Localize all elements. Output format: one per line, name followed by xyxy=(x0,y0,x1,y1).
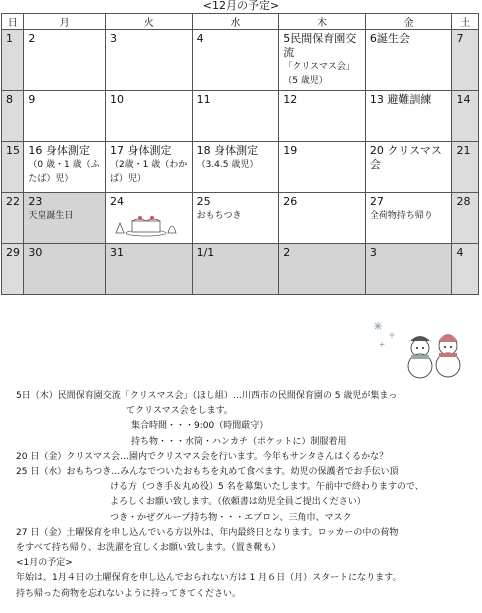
calendar-week-row xyxy=(2,244,479,295)
day-event-text: 天皇誕生日 xyxy=(28,211,74,221)
calendar-day-cell xyxy=(24,142,106,193)
day-event-text: （0 歳・1 歳（ふ xyxy=(28,160,100,170)
calendar-day-cell xyxy=(192,30,279,91)
weekday-header: 木 xyxy=(279,14,366,30)
day-number: 2 xyxy=(28,32,36,45)
calendar-day-cell xyxy=(279,30,366,91)
note-line: 25 日（水）おもちつき…みんなでついたおもちを丸めて食べます。幼児の保護者でお手伝い頂 xyxy=(16,467,399,477)
calendar-day-cell xyxy=(279,142,366,193)
calendar-day-cell xyxy=(279,193,366,244)
calendar-day-cell xyxy=(24,30,106,91)
note-line: 持ち帰った荷物を忘れないように持ってきてください。 xyxy=(16,588,242,599)
calendar-day-cell xyxy=(279,244,366,295)
day-number: 15 xyxy=(6,144,20,157)
calendar-day-cell xyxy=(452,30,479,91)
day-number: 7 xyxy=(456,32,464,45)
day-number: 23 xyxy=(28,195,43,208)
calendar-day-cell xyxy=(2,244,24,295)
calendar-day-cell xyxy=(24,244,106,295)
day-number: 5民間保育園交流 xyxy=(283,32,357,59)
day-number: 24 xyxy=(109,195,124,208)
calendar-day-cell xyxy=(24,91,106,142)
christmas-cake-illustration xyxy=(110,209,188,240)
day-number: 19 xyxy=(283,144,298,157)
calendar-day-cell xyxy=(2,30,24,91)
calendar-day-cell xyxy=(2,193,24,244)
day-number: 2 xyxy=(283,246,291,259)
calendar-day-cell xyxy=(192,244,279,295)
day-event-text: 全荷物持ち帰り xyxy=(369,211,433,221)
day-number: 31 xyxy=(109,246,124,259)
calendar-day-cell xyxy=(192,193,279,244)
weekday-header: 水 xyxy=(192,14,279,30)
calendar-day-cell xyxy=(452,91,479,142)
note-line: 20 日（金）クリスマス会…園内でクリスマス会を行います。今年もサンタさんはくるかな？ xyxy=(16,451,389,462)
note-line: をすべて持ち帰り、お洗濯を宜しくお願い致します。（置き靴も） xyxy=(16,543,281,553)
calendar-week-row xyxy=(2,30,479,91)
calendar-day-cell xyxy=(2,142,24,193)
day-number: 1/1 xyxy=(196,246,215,259)
calendar-day-cell xyxy=(24,193,106,244)
day-event-text: たば）児） xyxy=(28,174,74,184)
snowman-illustration xyxy=(372,318,472,380)
weekday-header: 土 xyxy=(452,14,479,30)
day-number: 13 避難訓練 xyxy=(369,93,432,106)
calendar-day-cell xyxy=(365,91,452,142)
calendar-day-cell xyxy=(452,244,479,295)
note-line: ける方（つき手＆丸め役）5 名を募集いたします。午前中で終わりますので、 xyxy=(110,482,424,493)
note-line: 持ち物・・・水筒・ハンカチ（ポケットに）制服着用 xyxy=(131,436,347,447)
calendar-week-row xyxy=(2,91,479,142)
day-event-text: おもちつき xyxy=(196,211,242,221)
day-number: 14 xyxy=(456,93,471,106)
day-number: 16 身体測定 xyxy=(28,144,90,157)
day-number: 25 xyxy=(196,195,211,208)
day-event-text: （5 歳児） xyxy=(283,76,328,86)
calendar-day-cell xyxy=(105,244,192,295)
calendar-week-row xyxy=(2,193,479,244)
weekday-header: 月 xyxy=(24,14,106,30)
calendar-day-cell xyxy=(452,142,479,193)
day-event-text: ば）児） xyxy=(109,174,146,184)
day-number: 6誕生会 xyxy=(369,32,410,45)
note-line: つき・かぜグループ持ち物・・・エプロン、三角巾、マスク xyxy=(110,512,352,523)
note-line: てクリスマス会をします。 xyxy=(126,406,233,417)
note-line: 集合時間・・・9:00（時間厳守） xyxy=(131,421,269,432)
note-line: 27 日（金）土曜保育を申し込んでいる方以外は、年内最終日となります。ロッカーの中の荷物 xyxy=(16,527,399,538)
note-line: よろしくお願い致します。（依頼書は幼児全員ご提出ください） xyxy=(110,497,366,508)
day-event-text: 「クリスマス会」 xyxy=(283,62,355,72)
calendar-day-cell xyxy=(192,91,279,142)
calendar-day-cell xyxy=(2,91,24,142)
weekday-header: 日 xyxy=(2,14,24,30)
calendar-day-cell xyxy=(105,30,192,91)
calendar-day-cell xyxy=(105,193,192,244)
note-line: 5日（木）民間保育園交流「クリスマス会」（ほし組）…川西市の民間保育園の 5 歳児が集まっ xyxy=(16,391,398,401)
page-title: <12月の予定> xyxy=(202,0,280,12)
calendar-day-cell xyxy=(279,91,366,142)
day-number: 8 xyxy=(6,93,13,106)
calendar-day-cell xyxy=(365,244,452,295)
day-number: 26 xyxy=(283,195,298,208)
calendar-day-cell xyxy=(365,30,452,91)
day-number: 28 xyxy=(456,195,471,208)
day-number: 30 xyxy=(28,246,43,259)
day-number: 12 xyxy=(283,93,298,106)
day-number: 18 身体測定 xyxy=(196,144,259,157)
day-number: 9 xyxy=(28,93,36,106)
day-event-text: （3.4.5 歳児） xyxy=(196,160,259,170)
calendar-table xyxy=(1,13,479,295)
day-number: 4 xyxy=(196,32,204,45)
day-number: 21 xyxy=(456,144,471,157)
calendar-day-cell xyxy=(105,91,192,142)
day-number: 29 xyxy=(6,246,20,259)
day-number: 17 身体測定 xyxy=(109,144,172,157)
weekday-header: 火 xyxy=(105,14,192,30)
day-number: 1 xyxy=(6,32,13,45)
calendar-day-cell xyxy=(365,193,452,244)
day-number: 3 xyxy=(369,246,377,259)
calendar-day-cell xyxy=(365,142,452,193)
day-number: 4 xyxy=(456,246,464,259)
day-number: 10 xyxy=(109,93,124,106)
day-number: 22 xyxy=(6,195,20,208)
note-line: <1月の予定> xyxy=(16,558,73,569)
note-line: 年始は、1月４日の土曜保育を申し込んでおられない方は 1 月６日（月）スタートになります。 xyxy=(16,573,402,584)
calendar-week-row xyxy=(2,142,479,193)
calendar-day-cell xyxy=(105,142,192,193)
calendar-day-cell xyxy=(452,193,479,244)
day-number: 27 xyxy=(369,195,384,208)
day-number: 11 xyxy=(196,93,211,106)
day-number: 3 xyxy=(109,32,117,45)
weekday-header: 金 xyxy=(365,14,452,30)
calendar-day-cell xyxy=(192,142,279,193)
day-event-text: （2歳・1 歳（わか xyxy=(109,160,188,170)
day-number: 20 クリスマス会 xyxy=(369,144,442,171)
